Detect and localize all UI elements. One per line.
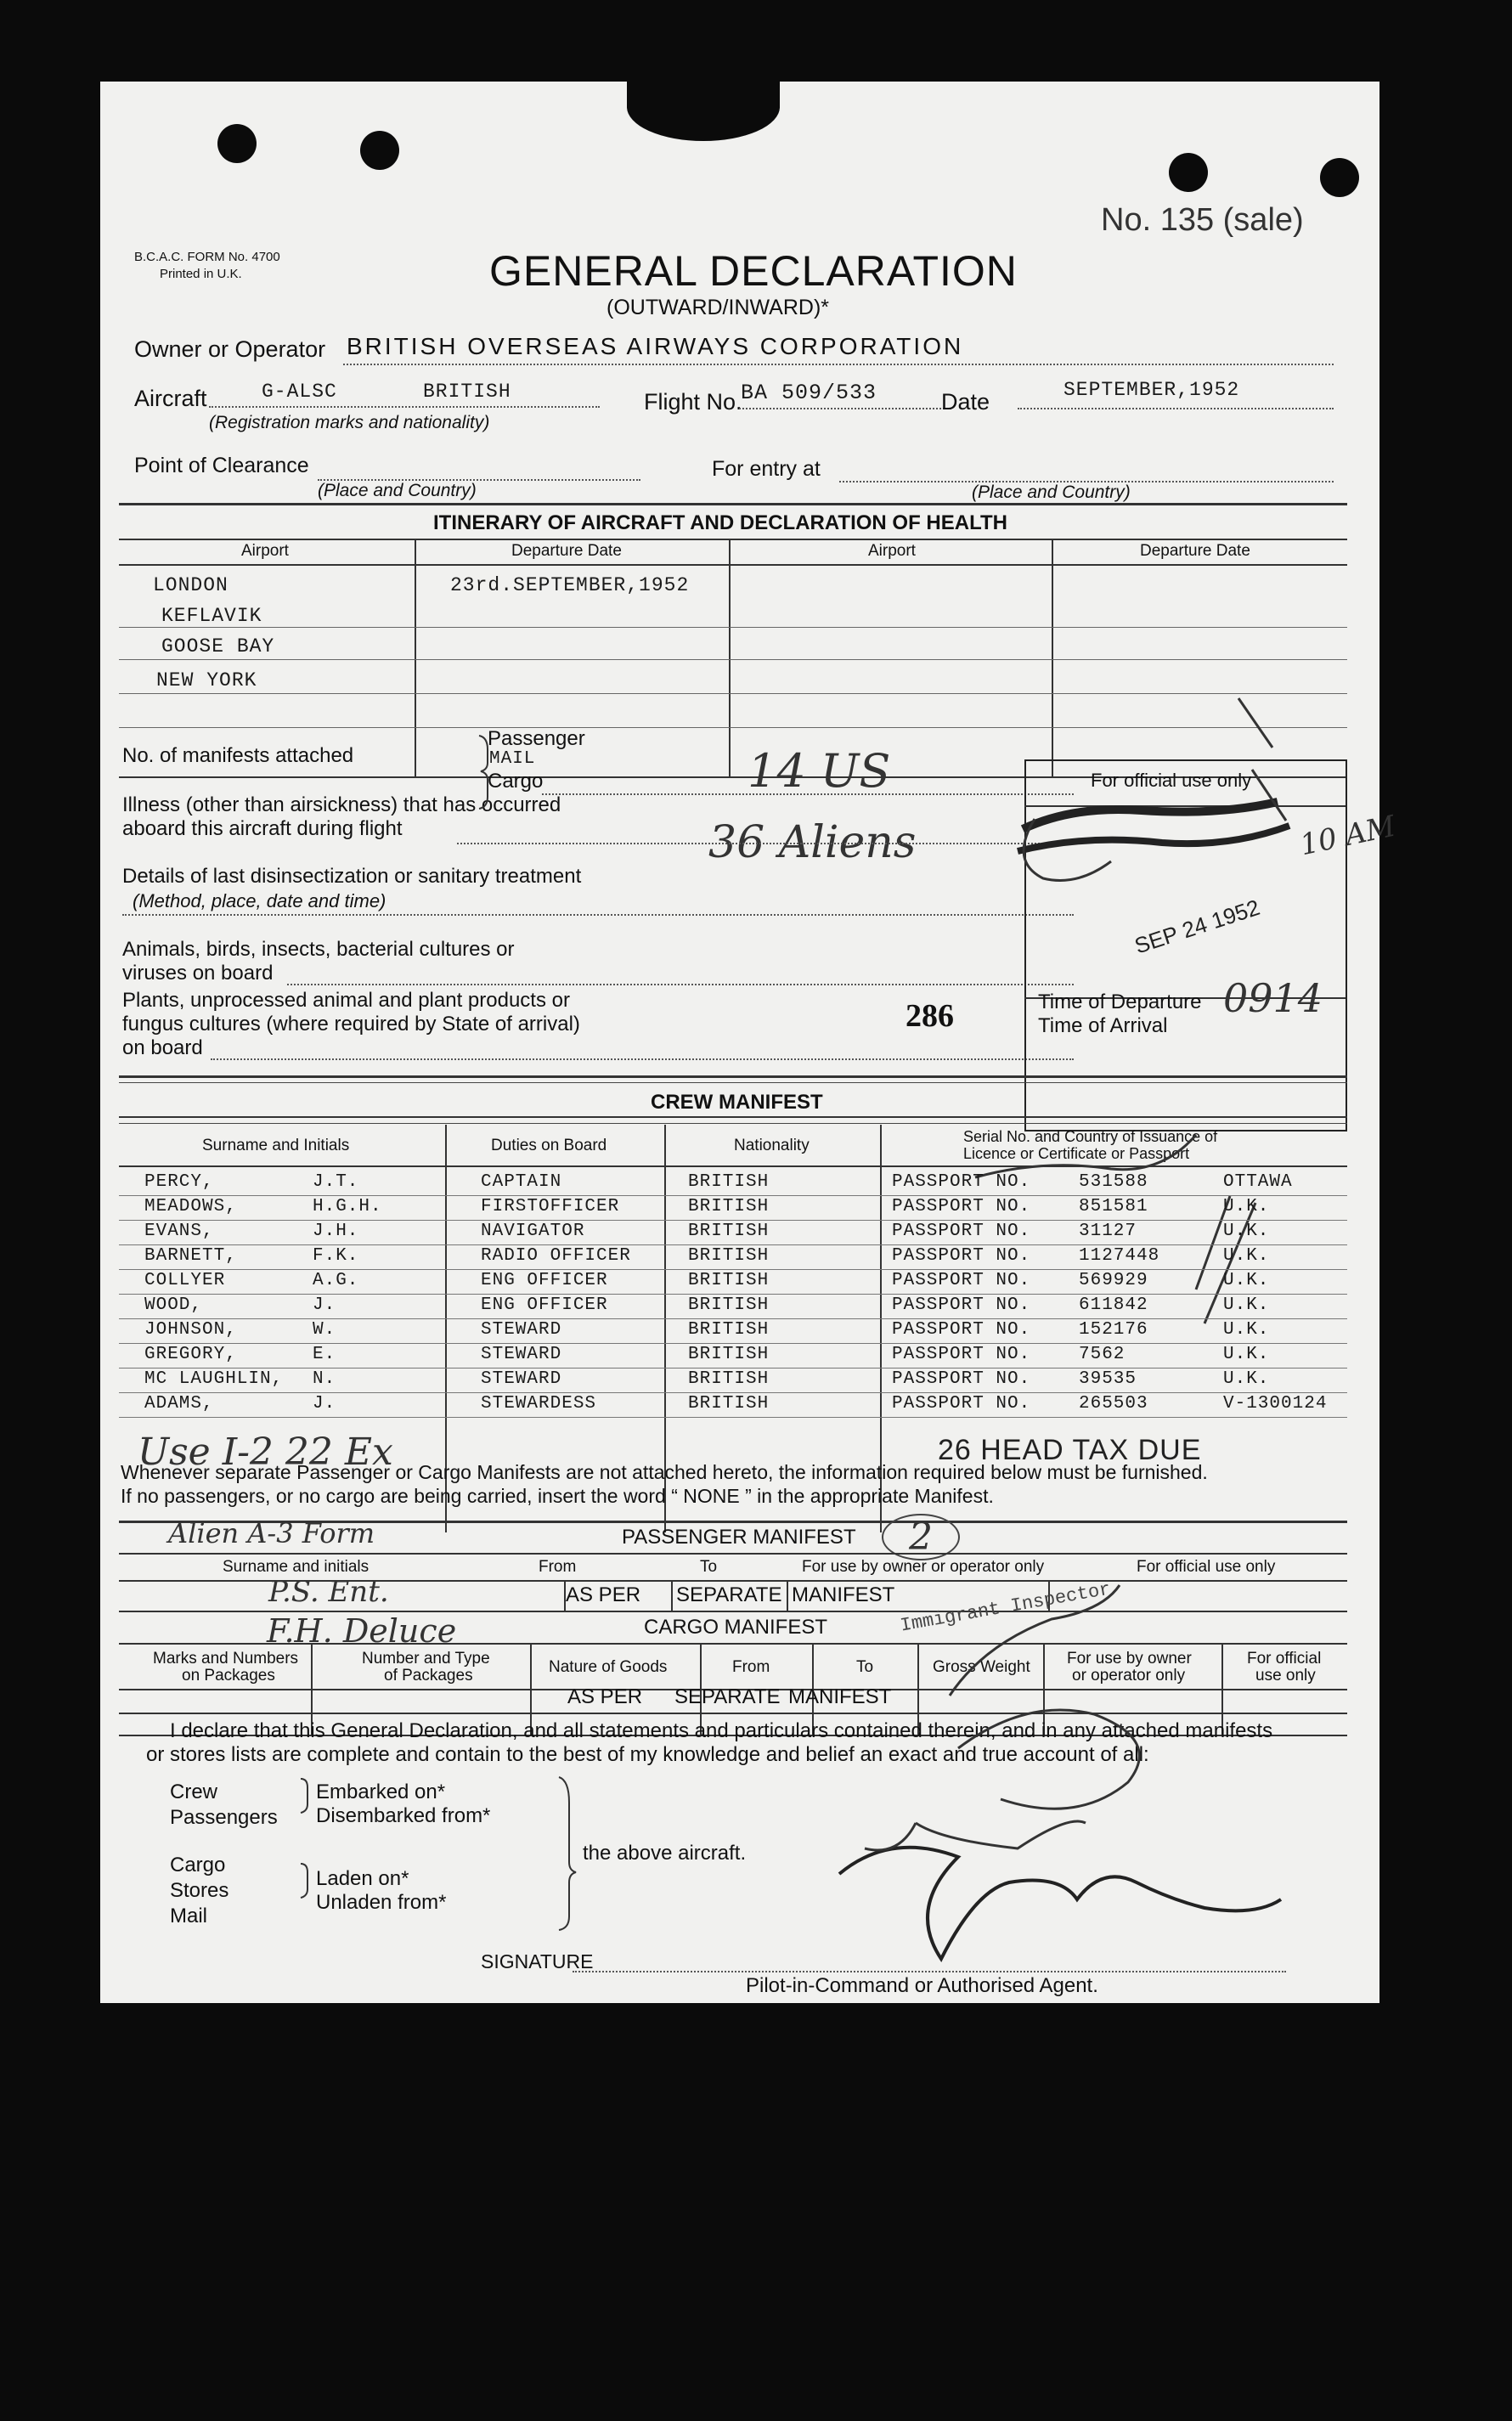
- crew-passport-country: U.K.: [1223, 1320, 1270, 1340]
- cm-as-per: AS PER: [567, 1685, 643, 1708]
- form-number: B.C.A.C. FORM No. 4700: [134, 250, 280, 264]
- manifest-cargo: Cargo: [488, 770, 544, 793]
- crew-row-rule: [119, 1220, 1347, 1221]
- pm-col-official: For official use only: [1137, 1558, 1276, 1576]
- cm-col-weight: Gross Weight: [933, 1658, 1030, 1676]
- departure-time: 0914: [1223, 975, 1323, 1021]
- crew-row-rule: [119, 1368, 1347, 1369]
- crew-nationality: BRITISH: [688, 1271, 770, 1290]
- crew-passport-number: 569929: [1079, 1271, 1148, 1290]
- pm-col-owner: For use by owner or operator only: [802, 1558, 1045, 1576]
- crew-surname: BARNETT,: [144, 1246, 237, 1266]
- crew-passport-country: V-1300124: [1223, 1394, 1328, 1414]
- crew-passport-country: U.K.: [1223, 1197, 1270, 1216]
- itinerary-airport: NEW YORK: [156, 669, 257, 691]
- crew-passport-country: U.K.: [1223, 1295, 1270, 1315]
- notice-line-2: If no passengers, or no cargo are being carried, insert the word “ NONE ” in the appropriate Manifest.: [121, 1485, 994, 1507]
- departure-label: Time of Departure: [1038, 990, 1202, 1013]
- cm-col-owner-1: For use by owner: [1067, 1650, 1192, 1668]
- crew-passport-number: 31127: [1079, 1222, 1137, 1241]
- cm-separate: SEPARATE: [674, 1685, 781, 1708]
- crew-passport-label: PASSPORT NO.: [892, 1394, 1031, 1414]
- crew-surname: ADAMS,: [144, 1394, 214, 1414]
- itinerary-airport: KEFLAVIK: [161, 605, 262, 627]
- cm-col-from: From: [732, 1658, 770, 1676]
- date-label: Date: [941, 389, 990, 415]
- crew-surname: PERCY,: [144, 1172, 214, 1192]
- cm-col-owner-2: or operator only: [1072, 1667, 1186, 1685]
- plants-label-1: Plants, unprocessed animal and plant products or: [122, 989, 570, 1012]
- date-value: SEPTEMBER,1952: [1063, 379, 1240, 401]
- itinerary-departure-date: 23rd.SEPTEMBER,1952: [450, 574, 690, 596]
- handwritten-14us: 14 US: [748, 744, 891, 798]
- crew-duty: ENG OFFICER: [481, 1295, 608, 1315]
- crew-initials: W.: [313, 1320, 336, 1340]
- crew-surname: MEADOWS,: [144, 1197, 237, 1216]
- printed-note: Printed in U.K.: [160, 267, 242, 281]
- crew-surname: WOOD,: [144, 1295, 203, 1315]
- crew-row-rule: [119, 1417, 1347, 1418]
- declaration-line-1: I declare that this General Declaration, and all statements and particulars contained therein, and in any attached manifests: [170, 1719, 1273, 1742]
- crew-nationality: BRITISH: [688, 1197, 770, 1216]
- illness-label-1: Illness (other than airsickness) that has occurred: [122, 793, 561, 816]
- owner-label: Owner or Operator: [134, 336, 326, 362]
- passenger-manifest-title: PASSENGER MANIFEST: [622, 1526, 856, 1549]
- crew-row-rule: [119, 1244, 1347, 1245]
- cm-col-official-1: For official: [1247, 1650, 1322, 1668]
- crew-duty: STEWARDESS: [481, 1394, 597, 1414]
- crew-passport-country: U.K.: [1223, 1246, 1270, 1266]
- crew-duty: NAVIGATOR: [481, 1222, 585, 1241]
- decl-disembarked: Disembarked from*: [316, 1804, 491, 1827]
- crew-nationality: BRITISH: [688, 1369, 770, 1389]
- cm-col-number-1: Number and Type: [362, 1650, 490, 1668]
- crew-passport-number: 851581: [1079, 1197, 1148, 1216]
- aircraft-label: Aircraft: [134, 386, 207, 411]
- handwritten-alien-form: Alien A-3 Form: [168, 1517, 375, 1549]
- crew-duty: STEWARD: [481, 1320, 562, 1340]
- crew-initials: J.T.: [313, 1172, 359, 1192]
- crew-col-surname: Surname and Initials: [202, 1137, 350, 1154]
- crew-initials: J.: [313, 1394, 336, 1414]
- crew-surname: COLLYER: [144, 1271, 226, 1290]
- manifest-mail: MAIL: [489, 749, 536, 769]
- decl-laden: Laden on*: [316, 1867, 409, 1890]
- crew-nationality: BRITISH: [688, 1246, 770, 1266]
- clearance-note: (Place and Country): [318, 481, 477, 500]
- crew-nationality: BRITISH: [688, 1394, 770, 1414]
- crew-row-rule: [119, 1343, 1347, 1344]
- cargo-manifest-title: CARGO MANIFEST: [644, 1616, 828, 1639]
- entry-note: (Place and Country): [972, 483, 1131, 502]
- cm-col-marks-2: on Packages: [182, 1667, 275, 1685]
- animals-label-1: Animals, birds, insects, bacterial cultures or: [122, 938, 515, 961]
- cm-manifest: MANIFEST: [788, 1685, 892, 1708]
- crew-passport-number: 152176: [1079, 1320, 1148, 1340]
- signature-label: SIGNATURE: [481, 1950, 594, 1972]
- crew-surname: GREGORY,: [144, 1345, 237, 1364]
- count-286: 286: [906, 998, 954, 1034]
- crew-row-rule: [119, 1294, 1347, 1295]
- aircraft-registration: G-ALSC: [262, 381, 337, 403]
- itinerary-airport: GOOSE BAY: [161, 635, 275, 657]
- manifest-passenger: Passenger: [488, 727, 585, 750]
- cm-col-to: To: [856, 1658, 874, 1676]
- crew-passport-country: OTTAWA: [1223, 1172, 1293, 1192]
- pm-col-to: To: [700, 1558, 718, 1576]
- plants-label-3: on board: [122, 1036, 203, 1059]
- crew-passport-country: U.K.: [1223, 1345, 1270, 1364]
- animals-label-2: viruses on board: [122, 962, 274, 985]
- illness-label-2: aboard this aircraft during flight: [122, 817, 403, 840]
- crew-passport-number: 39535: [1079, 1369, 1137, 1389]
- crew-title: CREW MANIFEST: [651, 1091, 823, 1114]
- document-number: No. 135 (sale): [1101, 202, 1304, 238]
- decl-mail: Mail: [170, 1905, 208, 1927]
- pm-col-surname: Surname and initials: [223, 1558, 370, 1576]
- crew-passport-country: U.K.: [1223, 1271, 1270, 1290]
- form-title: GENERAL DECLARATION: [489, 247, 1018, 295]
- crew-duty: ENG OFFICER: [481, 1271, 608, 1290]
- cm-col-nature: Nature of Goods: [549, 1658, 668, 1676]
- decl-unladen: Unladen from*: [316, 1891, 447, 1914]
- pilot-label: Pilot-in-Command or Authorised Agent.: [746, 1974, 1098, 1997]
- crew-passport-number: 265503: [1079, 1394, 1148, 1414]
- crew-passport-number: 531588: [1079, 1172, 1148, 1192]
- itinerary-col-departure: Departure Date: [511, 542, 622, 560]
- declaration-form: [100, 82, 1399, 2003]
- flight-number: BA 509/533: [741, 381, 877, 405]
- crew-initials: N.: [313, 1369, 336, 1389]
- crew-initials: A.G.: [313, 1271, 359, 1290]
- crew-passport-country: U.K.: [1223, 1222, 1270, 1241]
- crew-nationality: BRITISH: [688, 1320, 770, 1340]
- decl-above: the above aircraft.: [583, 1842, 747, 1865]
- crew-initials: J.H.: [313, 1222, 359, 1241]
- pm-as-per: AS PER: [566, 1583, 641, 1606]
- crew-col-serial-2: Licence or Certificate or Passport: [963, 1145, 1190, 1162]
- itinerary-col-airport-2: Airport: [868, 542, 916, 560]
- crew-duty: FIRSTOFFICER: [481, 1197, 620, 1216]
- date-stamp: SEP 24 1952: [1131, 894, 1263, 959]
- cm-col-marks-1: Marks and Numbers: [153, 1650, 299, 1668]
- crew-initials: F.K.: [313, 1246, 359, 1266]
- crew-passport-label: PASSPORT NO.: [892, 1246, 1031, 1266]
- declaration-line-2: or stores lists are complete and contain to the best of my knowledge and belief an exact and true account of all:: [146, 1743, 1149, 1766]
- itinerary-title: ITINERARY OF AIRCRAFT AND DECLARATION OF HEALTH: [433, 511, 1007, 534]
- manifests-label: No. of manifests attached: [122, 744, 354, 767]
- aircraft-nationality: BRITISH: [423, 381, 511, 403]
- crew-initials: J.: [313, 1295, 336, 1315]
- cm-col-official-2: use only: [1255, 1667, 1316, 1685]
- crew-col-duties: Duties on Board: [491, 1137, 607, 1154]
- crew-passport-label: PASSPORT NO.: [892, 1320, 1031, 1340]
- crew-nationality: BRITISH: [688, 1172, 770, 1192]
- crew-passport-country: U.K.: [1223, 1369, 1270, 1389]
- crew-passport-label: PASSPORT NO.: [892, 1295, 1031, 1315]
- aircraft-note: (Registration marks and nationality): [209, 413, 490, 432]
- owner-value: BRITISH OVERSEAS AIRWAYS CORPORATION: [347, 333, 964, 359]
- crew-nationality: BRITISH: [688, 1222, 770, 1241]
- crew-nationality: BRITISH: [688, 1345, 770, 1364]
- notice-line-1: Whenever separate Passenger or Cargo Manifests are not attached hereto, the information required below must be furnished.: [121, 1461, 1208, 1483]
- crew-passport-number: 611842: [1079, 1295, 1148, 1315]
- crew-col-serial-1: Serial No. and Country of Issuance of: [963, 1128, 1218, 1145]
- decl-passengers: Passengers: [170, 1806, 278, 1829]
- crew-row-rule: [119, 1392, 1347, 1393]
- crew-row-rule: [119, 1269, 1347, 1270]
- disinsect-label: Details of last disinsectization or sanitary treatment: [122, 865, 582, 888]
- crew-nationality: BRITISH: [688, 1295, 770, 1315]
- pm-col-from: From: [539, 1558, 577, 1576]
- flight-label: Flight No.: [644, 389, 742, 415]
- crew-passport-label: PASSPORT NO.: [892, 1197, 1031, 1216]
- crew-col-nationality: Nationality: [734, 1137, 810, 1154]
- crew-surname: EVANS,: [144, 1222, 214, 1241]
- crew-passport-label: PASSPORT NO.: [892, 1172, 1031, 1192]
- handwritten-ps: P.S. Ent.: [268, 1575, 389, 1609]
- handwritten-fh: F.H. Deluce: [267, 1612, 457, 1650]
- crew-passport-number: 7562: [1079, 1345, 1126, 1364]
- crew-row-rule: [119, 1318, 1347, 1319]
- crew-surname: JOHNSON,: [144, 1320, 237, 1340]
- head-tax-note: 26 HEAD TAX DUE: [938, 1434, 1202, 1466]
- itinerary-airport: LONDON: [153, 574, 228, 596]
- cm-col-number-2: of Packages: [384, 1667, 473, 1685]
- handwritten-use: Use I-2 22 Ex: [138, 1431, 393, 1474]
- crew-surname: MC LAUGHLIN,: [144, 1369, 284, 1389]
- form-subtitle: (OUTWARD/INWARD)*: [606, 296, 829, 319]
- crew-duty: CAPTAIN: [481, 1172, 562, 1192]
- pm-separate: SEPARATE: [676, 1583, 782, 1606]
- crew-initials: H.G.H.: [313, 1197, 382, 1216]
- crew-passport-label: PASSPORT NO.: [892, 1271, 1031, 1290]
- plants-label-2: fungus cultures (where required by State of arrival): [122, 1013, 580, 1036]
- decl-cargo: Cargo: [170, 1854, 226, 1876]
- arrival-label: Time of Arrival: [1038, 1014, 1168, 1037]
- decl-crew: Crew: [170, 1780, 218, 1803]
- crew-passport-label: PASSPORT NO.: [892, 1222, 1031, 1241]
- decl-stores: Stores: [170, 1879, 229, 1902]
- crew-passport-label: PASSPORT NO.: [892, 1345, 1031, 1364]
- crew-duty: RADIO OFFICER: [481, 1246, 631, 1266]
- crew-duty: STEWARD: [481, 1369, 562, 1389]
- handwritten-passenger-count: 2: [882, 1514, 960, 1560]
- pm-manifest: MANIFEST: [792, 1583, 895, 1606]
- disinsect-note: (Method, place, date and time): [133, 890, 386, 911]
- decl-embarked: Embarked on*: [316, 1780, 446, 1803]
- handwriting-overlay: [100, 82, 1379, 2003]
- itinerary-col-airport: Airport: [241, 542, 289, 560]
- entry-label: For entry at: [712, 457, 821, 481]
- stamp-time: 10 AM: [1297, 809, 1399, 863]
- official-use-title: For official use only: [1091, 770, 1252, 791]
- crew-initials: E.: [313, 1345, 336, 1364]
- itinerary-col-departure-2: Departure Date: [1140, 542, 1250, 560]
- immigrant-inspector-stamp: Immigrant Inspector: [899, 1578, 1113, 1637]
- clearance-label: Point of Clearance: [134, 454, 309, 477]
- crew-passport-number: 1127448: [1079, 1246, 1160, 1266]
- crew-duty: STEWARD: [481, 1345, 562, 1364]
- crew-passport-label: PASSPORT NO.: [892, 1369, 1031, 1389]
- handwritten-aliens: 36 Aliens: [708, 817, 917, 868]
- crew-row-rule: [119, 1195, 1347, 1196]
